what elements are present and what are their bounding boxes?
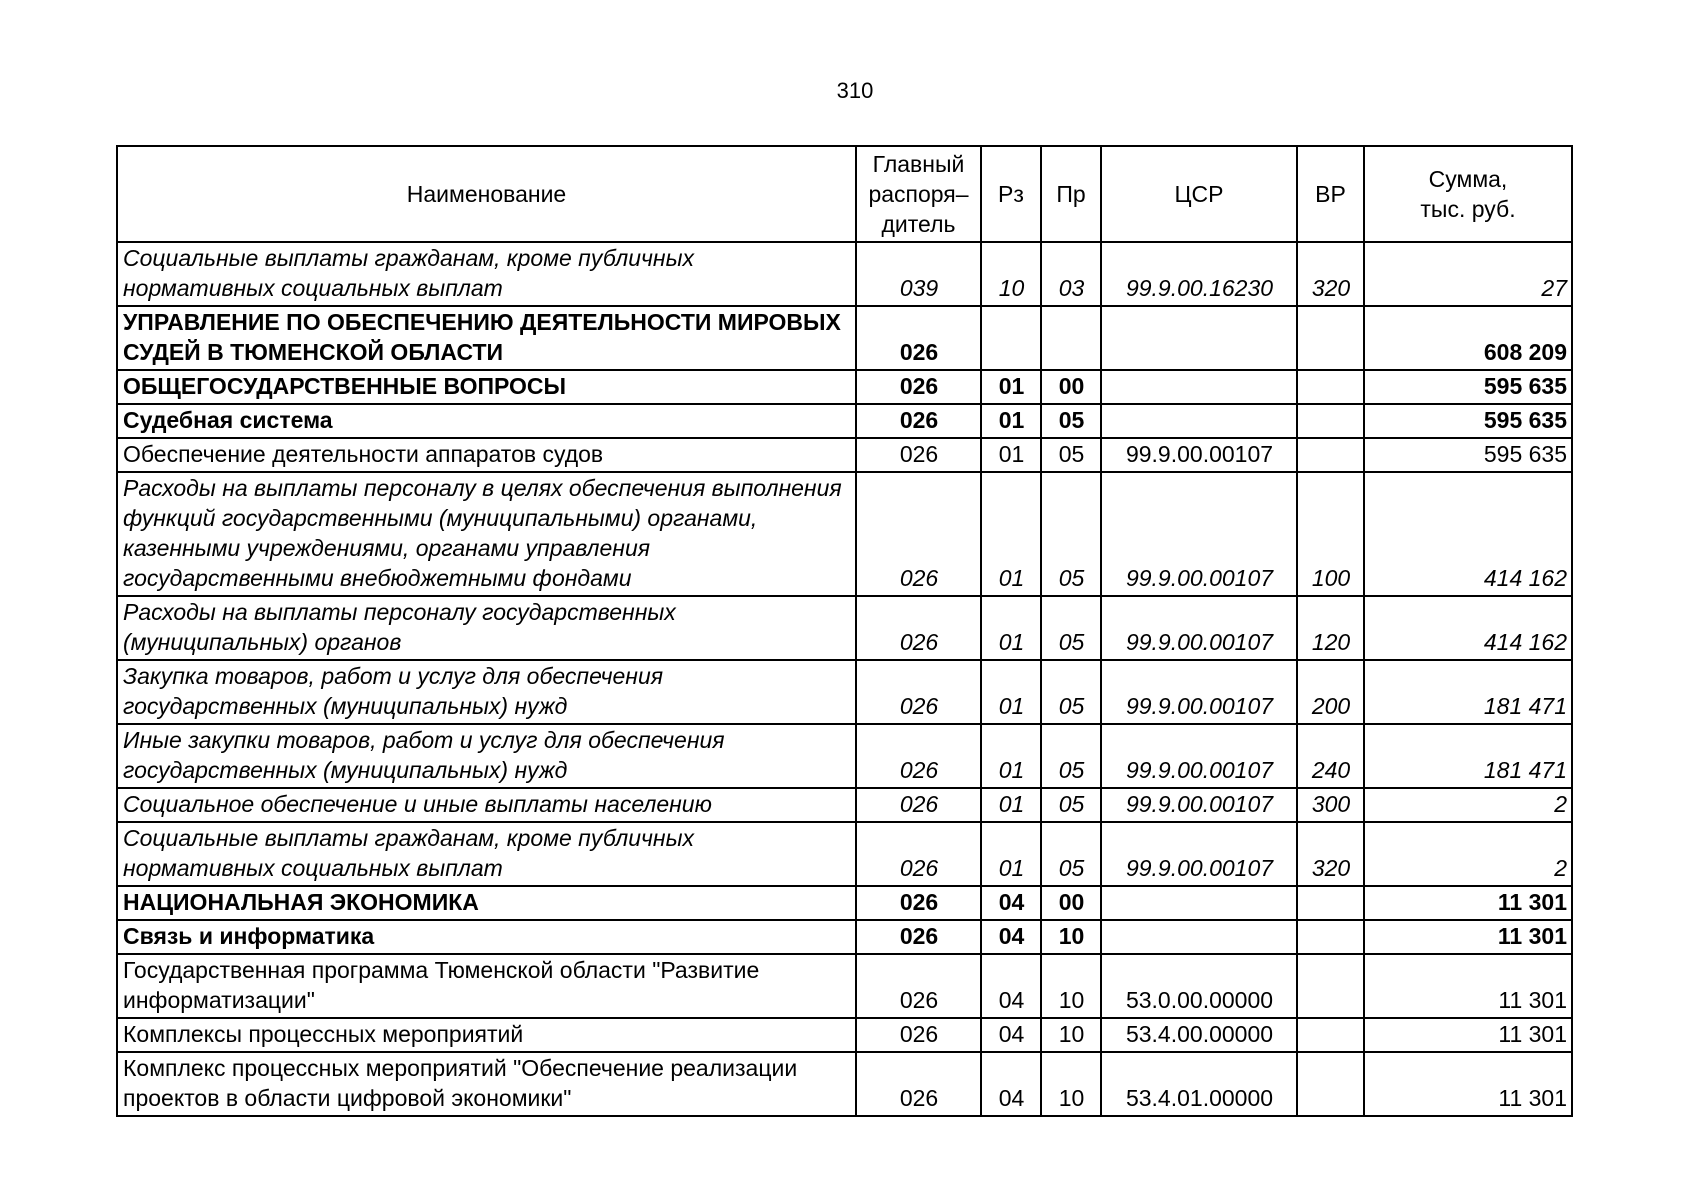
- cell-pr: 05: [1041, 404, 1101, 438]
- cell-pr: 10: [1041, 1018, 1101, 1052]
- cell-name: Судебная система: [117, 404, 856, 438]
- header-sum-line: тыс. руб.: [1420, 196, 1516, 222]
- cell-main-manager: 026: [856, 472, 981, 596]
- header-main-manager: [856, 146, 981, 242]
- cell-csr: [1101, 404, 1297, 438]
- cell-main-manager: 039: [856, 242, 981, 306]
- cell-vr: 240: [1297, 724, 1364, 788]
- cell-rz: 10: [981, 242, 1041, 306]
- cell-main-manager: 026: [856, 788, 981, 822]
- cell-sum: 608 209: [1364, 306, 1572, 370]
- cell-main-manager: 026: [856, 660, 981, 724]
- table-row: [117, 596, 1572, 660]
- cell-pr: 03: [1041, 242, 1101, 306]
- cell-name: ОБЩЕГОСУДАРСТВЕННЫЕ ВОПРОСЫ: [117, 370, 856, 404]
- cell-rz: 01: [981, 596, 1041, 660]
- cell-sum: 11 301: [1364, 886, 1572, 920]
- cell-rz: 01: [981, 438, 1041, 472]
- cell-name: Иные закупки товаров, работ и услуг для обеспечения государственных (муниципальных) нужд: [117, 724, 856, 788]
- cell-main-manager: 026: [856, 886, 981, 920]
- cell-main-manager: 026: [856, 370, 981, 404]
- table-row: [117, 1052, 1572, 1116]
- cell-sum: 595 635: [1364, 438, 1572, 472]
- cell-csr: 99.9.00.00107: [1101, 472, 1297, 596]
- cell-sum: 2: [1364, 822, 1572, 886]
- cell-vr: 320: [1297, 242, 1364, 306]
- cell-sum: 595 635: [1364, 404, 1572, 438]
- cell-pr: 00: [1041, 886, 1101, 920]
- cell-sum: 595 635: [1364, 370, 1572, 404]
- cell-vr: [1297, 886, 1364, 920]
- cell-name: Социальные выплаты гражданам, кроме публичных нормативных социальных выплат: [117, 242, 856, 306]
- cell-rz: 04: [981, 954, 1041, 1018]
- cell-sum: 27: [1364, 242, 1572, 306]
- table-row: [117, 1018, 1572, 1052]
- cell-pr: 05: [1041, 788, 1101, 822]
- cell-vr: [1297, 954, 1364, 1018]
- budget-table: [116, 145, 1573, 1117]
- header-sum-line: Сумма,: [1428, 166, 1508, 192]
- header-vr: ВР: [1297, 146, 1364, 242]
- cell-name: Расходы на выплаты персоналу в целях обеспечения выполнения функций государственными (муниципальными) органами, казенными учреждениями, органами управления государственными внебюджетными фондами: [117, 472, 856, 596]
- cell-vr: [1297, 404, 1364, 438]
- cell-vr: [1297, 1018, 1364, 1052]
- cell-csr: 99.9.00.00107: [1101, 724, 1297, 788]
- cell-pr: 05: [1041, 438, 1101, 472]
- cell-main-manager: 026: [856, 306, 981, 370]
- cell-vr: 200: [1297, 660, 1364, 724]
- cell-pr: 05: [1041, 472, 1101, 596]
- cell-csr: 99.9.00.16230: [1101, 242, 1297, 306]
- cell-name: Комплекс процессных мероприятий "Обеспечение реализации проектов в области цифровой экономики": [117, 1052, 856, 1116]
- cell-rz: 04: [981, 1052, 1041, 1116]
- cell-vr: 100: [1297, 472, 1364, 596]
- cell-vr: [1297, 306, 1364, 370]
- cell-pr: 05: [1041, 822, 1101, 886]
- cell-vr: 300: [1297, 788, 1364, 822]
- table-row: [117, 242, 1572, 306]
- cell-main-manager: 026: [856, 724, 981, 788]
- table-row: [117, 438, 1572, 472]
- cell-csr: 53.0.00.00000: [1101, 954, 1297, 1018]
- cell-pr: 05: [1041, 660, 1101, 724]
- cell-csr: [1101, 306, 1297, 370]
- cell-vr: 120: [1297, 596, 1364, 660]
- cell-main-manager: 026: [856, 438, 981, 472]
- page-number: 310: [836, 78, 874, 103]
- cell-main-manager: 026: [856, 822, 981, 886]
- cell-vr: [1297, 1052, 1364, 1116]
- cell-rz: 01: [981, 370, 1041, 404]
- header-main-manager-line: Главный: [872, 151, 965, 177]
- cell-pr: 05: [1041, 724, 1101, 788]
- header-name: Наименование: [117, 146, 856, 242]
- cell-rz: 04: [981, 1018, 1041, 1052]
- header-csr: ЦСР: [1101, 146, 1297, 242]
- cell-sum: 414 162: [1364, 596, 1572, 660]
- cell-csr: 99.9.00.00107: [1101, 596, 1297, 660]
- cell-rz: 01: [981, 788, 1041, 822]
- cell-main-manager: 026: [856, 1018, 981, 1052]
- cell-main-manager: 026: [856, 954, 981, 1018]
- cell-rz: 01: [981, 822, 1041, 886]
- cell-csr: 99.9.00.00107: [1101, 822, 1297, 886]
- cell-main-manager: 026: [856, 404, 981, 438]
- cell-main-manager: 026: [856, 1052, 981, 1116]
- cell-sum: 181 471: [1364, 724, 1572, 788]
- header-main-manager-line: распоря–: [868, 181, 969, 207]
- cell-pr: [1041, 306, 1101, 370]
- cell-csr: 53.4.00.00000: [1101, 1018, 1297, 1052]
- cell-csr: 99.9.00.00107: [1101, 788, 1297, 822]
- cell-rz: 04: [981, 920, 1041, 954]
- cell-name: Расходы на выплаты персоналу государственных (муниципальных) органов: [117, 596, 856, 660]
- cell-sum: 2: [1364, 788, 1572, 822]
- cell-sum: 11 301: [1364, 920, 1572, 954]
- cell-pr: 10: [1041, 954, 1101, 1018]
- cell-name: Закупка товаров, работ и услуг для обеспечения государственных (муниципальных) нужд: [117, 660, 856, 724]
- cell-pr: 05: [1041, 596, 1101, 660]
- table-row: [117, 822, 1572, 886]
- cell-sum: 11 301: [1364, 1052, 1572, 1116]
- table-row: [117, 724, 1572, 788]
- cell-name: Государственная программа Тюменской области "Развитие информатизации": [117, 954, 856, 1018]
- cell-name: Комплексы процессных мероприятий: [117, 1018, 856, 1052]
- table-row: [117, 370, 1572, 404]
- cell-rz: [981, 306, 1041, 370]
- cell-csr: [1101, 370, 1297, 404]
- cell-pr: 10: [1041, 1052, 1101, 1116]
- cell-rz: 04: [981, 886, 1041, 920]
- cell-name: Социальные выплаты гражданам, кроме публичных нормативных социальных выплат: [117, 822, 856, 886]
- cell-rz: 01: [981, 472, 1041, 596]
- cell-vr: [1297, 920, 1364, 954]
- cell-sum: 11 301: [1364, 954, 1572, 1018]
- table-row: [117, 404, 1572, 438]
- cell-pr: 10: [1041, 920, 1101, 954]
- table-row: [117, 306, 1572, 370]
- cell-rz: 01: [981, 724, 1041, 788]
- table-row: [117, 472, 1572, 596]
- table-row: [117, 788, 1572, 822]
- cell-name: Социальное обеспечение и иные выплаты населению: [117, 788, 856, 822]
- table-row: [117, 954, 1572, 1018]
- table-body: [117, 242, 1572, 1116]
- table-row: [117, 886, 1572, 920]
- header-sum: [1364, 146, 1572, 242]
- cell-csr: 99.9.00.00107: [1101, 660, 1297, 724]
- cell-rz: 01: [981, 404, 1041, 438]
- header-pr: Пр: [1041, 146, 1101, 242]
- cell-name: Связь и информатика: [117, 920, 856, 954]
- cell-sum: 181 471: [1364, 660, 1572, 724]
- table-row: [117, 660, 1572, 724]
- cell-rz: 01: [981, 660, 1041, 724]
- table-row: [117, 920, 1572, 954]
- cell-csr: [1101, 920, 1297, 954]
- header-rz: Рз: [981, 146, 1041, 242]
- header-main-manager-line: дитель: [881, 211, 956, 237]
- table-header-row: [117, 146, 1572, 242]
- cell-sum: 414 162: [1364, 472, 1572, 596]
- cell-vr: [1297, 438, 1364, 472]
- cell-name: УПРАВЛЕНИЕ ПО ОБЕСПЕЧЕНИЮ ДЕЯТЕЛЬНОСТИ МИРОВЫХ СУДЕЙ В ТЮМЕНСКОЙ ОБЛАСТИ: [117, 306, 856, 370]
- cell-vr: 320: [1297, 822, 1364, 886]
- cell-vr: [1297, 370, 1364, 404]
- cell-pr: 00: [1041, 370, 1101, 404]
- cell-main-manager: 026: [856, 596, 981, 660]
- cell-name: Обеспечение деятельности аппаратов судов: [117, 438, 856, 472]
- cell-csr: 53.4.01.00000: [1101, 1052, 1297, 1116]
- cell-main-manager: 026: [856, 920, 981, 954]
- cell-csr: 99.9.00.00107: [1101, 438, 1297, 472]
- cell-sum: 11 301: [1364, 1018, 1572, 1052]
- cell-csr: [1101, 886, 1297, 920]
- cell-name: НАЦИОНАЛЬНАЯ ЭКОНОМИКА: [117, 886, 856, 920]
